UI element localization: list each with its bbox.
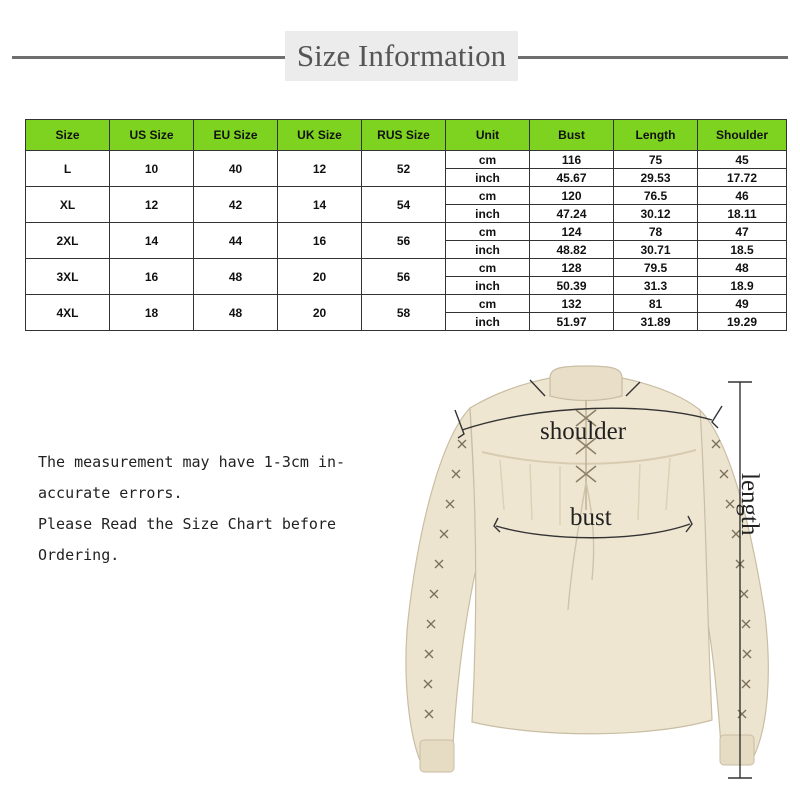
cell-bust: 50.39 [530,277,614,295]
cell-length: 29.53 [614,169,698,187]
cell-length: 79.5 [614,259,698,277]
cell-shoulder: 18.11 [698,205,787,223]
cell-rus-size: 58 [362,295,446,331]
header-length: Length [614,120,698,151]
cell-rus-size: 54 [362,187,446,223]
cell-eu-size: 44 [194,223,278,259]
cell-length: 75 [614,151,698,169]
header-shoulder: Shoulder [698,120,787,151]
cell-bust: 120 [530,187,614,205]
note-line: The measurement may have 1-3cm in- [38,453,346,471]
cell-bust: 47.24 [530,205,614,223]
cell-rus-size: 52 [362,151,446,187]
cell-uk-size: 14 [278,187,362,223]
header-eu-size: EU Size [194,120,278,151]
title-rule-right [518,56,788,59]
cell-shoulder: 46 [698,187,787,205]
cell-uk-size: 20 [278,295,362,331]
cell-eu-size: 40 [194,151,278,187]
shoulder-label: shoulder [540,418,627,445]
cell-unit: cm [446,295,530,313]
cell-length: 81 [614,295,698,313]
cell-bust: 51.97 [530,313,614,331]
header-uk-size: UK Size [278,120,362,151]
cell-us-size: 12 [110,187,194,223]
cell-unit: cm [446,187,530,205]
right-cuff [720,735,754,765]
cell-length: 78 [614,223,698,241]
note-line: Ordering. [38,546,120,564]
cell-bust: 45.67 [530,169,614,187]
cell-size: L [26,151,110,187]
header-unit: Unit [446,120,530,151]
cell-eu-size: 48 [194,295,278,331]
measurement-note [38,447,345,571]
title-rule-left [12,56,285,59]
cell-length: 76.5 [614,187,698,205]
left-sleeve [406,408,478,768]
header-size: Size [26,120,110,151]
cell-unit: inch [446,169,530,187]
note-line: accurate errors. [38,484,183,502]
cell-rus-size: 56 [362,223,446,259]
cell-shoulder: 18.9 [698,277,787,295]
cell-size: 2XL [26,223,110,259]
cell-uk-size: 20 [278,259,362,295]
table-row [26,151,787,169]
cell-unit: cm [446,223,530,241]
table-row [26,187,787,205]
cell-bust: 128 [530,259,614,277]
size-chart-table [25,119,787,331]
header-bust: Bust [530,120,614,151]
cell-uk-size: 12 [278,151,362,187]
cell-length: 31.3 [614,277,698,295]
cell-shoulder: 49 [698,295,787,313]
cell-us-size: 18 [110,295,194,331]
cell-size: 4XL [26,295,110,331]
left-cuff [420,740,454,772]
header-us-size: US Size [110,120,194,151]
cell-us-size: 10 [110,151,194,187]
cell-rus-size: 56 [362,259,446,295]
cell-size: XL [26,187,110,223]
cell-size: 3XL [26,259,110,295]
cell-shoulder: 47 [698,223,787,241]
cell-shoulder: 18.5 [698,241,787,259]
cell-length: 30.12 [614,205,698,223]
cell-shoulder: 17.72 [698,169,787,187]
table-row [26,259,787,277]
header-rus-size: RUS Size [362,120,446,151]
table-row [26,295,787,313]
cell-bust: 48.82 [530,241,614,259]
page-title: Size Information [285,31,518,81]
cell-eu-size: 48 [194,259,278,295]
cell-unit: inch [446,205,530,223]
cell-shoulder: 19.29 [698,313,787,331]
table-header-row [26,120,787,151]
length-label: length [736,473,763,536]
cell-unit: inch [446,277,530,295]
cell-unit: inch [446,241,530,259]
cell-unit: inch [446,313,530,331]
cell-bust: 132 [530,295,614,313]
cell-length: 31.89 [614,313,698,331]
note-line: Please Read the Size Chart before [38,515,337,533]
cell-bust: 124 [530,223,614,241]
table-row [26,223,787,241]
cell-shoulder: 45 [698,151,787,169]
collar [550,366,622,401]
cell-uk-size: 16 [278,223,362,259]
cell-length: 30.71 [614,241,698,259]
cell-us-size: 16 [110,259,194,295]
cell-unit: cm [446,151,530,169]
cell-us-size: 14 [110,223,194,259]
cell-shoulder: 48 [698,259,787,277]
bust-label: bust [570,504,612,531]
cell-eu-size: 42 [194,187,278,223]
cell-bust: 116 [530,151,614,169]
cell-unit: cm [446,259,530,277]
